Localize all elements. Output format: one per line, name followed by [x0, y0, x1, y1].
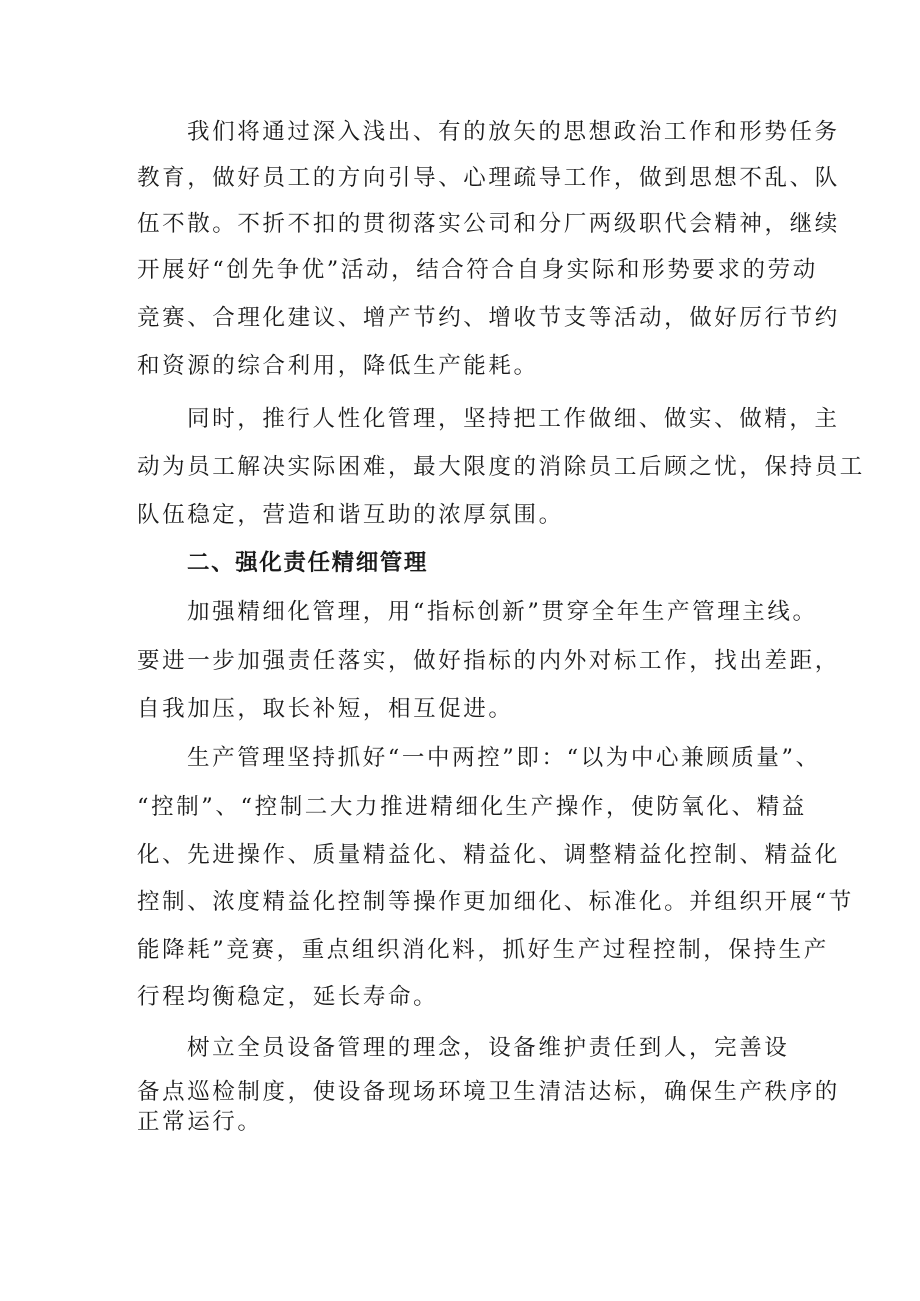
paragraph-3-line-3: 自我加压，取长补短，相互促进。	[137, 696, 514, 722]
paragraph-4-line-5: 能降耗”竞赛，重点组织消化料，抓好生产过程控制，保持生产	[137, 937, 829, 963]
paragraph-4-line-2: “控制”、“控制二大力推进精细化生产操作，使防氧化、精益	[137, 794, 807, 820]
section-heading: 二、强化责任精细管理	[187, 550, 429, 576]
paragraph-2-line-2: 动为员工解决实际困难，最大限度的消除员工后顾之忧，保持员工	[137, 454, 865, 480]
paragraph-2-line-3: 队伍稳定，营造和谐互助的浓厚氛围。	[137, 502, 564, 528]
paragraph-4-line-3: 化、先进操作、质量精益化、精益化、调整精益化控制、精益化	[137, 842, 840, 868]
paragraph-5-line-3: 正常运行。	[137, 1109, 263, 1135]
paragraph-1-line-6: 和资源的综合利用，降低生产能耗。	[137, 353, 539, 379]
paragraph-1-line-1: 我们将通过深入浅出、有的放矢的思想政治工作和形势任务	[187, 119, 840, 145]
paragraph-4-line-4: 控制、浓度精益化控制等操作更加细化、标准化。并组织开展“节	[137, 889, 854, 915]
paragraph-4-line-1: 生产管理坚持抓好“一中两控”即：“以为中心兼顾质量”、	[187, 745, 821, 771]
paragraph-5-line-2: 备点巡检制度，使设备现场环境卫生清洁达标，确保生产秩序的	[137, 1079, 840, 1105]
paragraph-1-line-4: 开展好“创先争优”活动，结合符合自身实际和形势要求的劳动	[137, 257, 818, 283]
paragraph-1-line-5: 竞赛、合理化建议、增产节约、增收节支等活动，做好厉行节约	[137, 305, 840, 331]
paragraph-4-line-6: 行程均衡稳定，延长寿命。	[137, 984, 439, 1010]
paragraph-1-line-2: 教育，做好员工的方向引导、心理疏导工作，做到思想不乱、队	[137, 165, 840, 191]
paragraph-3-line-1: 加强精细化管理，用“指标创新”贯穿全年生产管理主线。	[187, 599, 818, 625]
paragraph-5-line-1: 树立全员设备管理的理念，设备维护责任到人，完善设	[187, 1035, 790, 1061]
paragraph-1-line-3: 伍不散。不折不扣的贯彻落实公司和分厂两级职代会精神，继续	[137, 211, 840, 237]
paragraph-2-line-1: 同时，推行人性化管理，坚持把工作做细、做实、做精，主	[187, 406, 840, 432]
paragraph-3-line-2: 要进一步加强责任落实，做好指标的内外对标工作，找出差距，	[137, 648, 840, 674]
